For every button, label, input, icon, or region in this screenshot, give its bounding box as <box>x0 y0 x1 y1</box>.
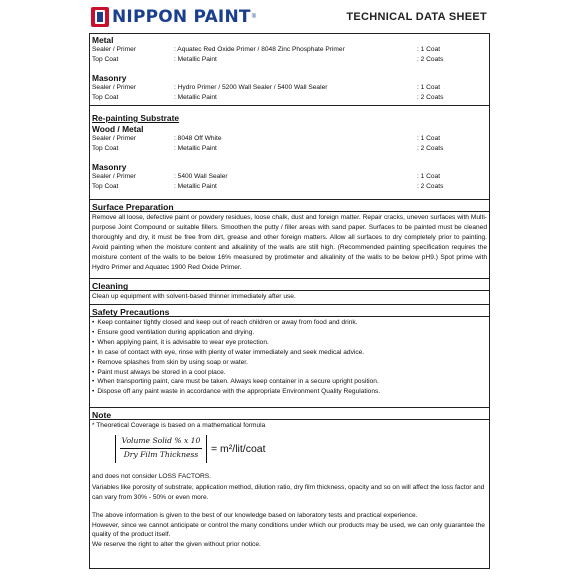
spec-row <box>90 93 489 103</box>
list-item: • Paint must always be stored in a cool place. <box>92 368 487 378</box>
masonry-heading: Masonry <box>92 162 127 172</box>
surface-preparation-text: Remove all loose, defective paint or powdery residues, loose chalk, dust and foreign matter. Repair cracks, uneven surfaces with Multi-purpose Joint Compound or suitable fillers. Smoothen the putty / filler areas with sand paper. Surfaces to be painted must be cleaned thoroughly and dry, it must be free from dirt, grease and other foreign matters. Allow all surfaces to dry completely prior to painting. Avoid painting when the moisture content and alkalinity of the walls are still high. (Recommended painting specification requires the moisture content of the walls to be below 16% measured by protimeter and alkalinity of the walls to be below pH9.) Spot prime with Hydro Primer and Aquatec 1900 Red Oxide Primer. <box>92 214 487 271</box>
formula-denominator: Dry Film Thickness <box>123 449 199 459</box>
nippon-paint-logo: NIPPON PAINT ® <box>91 6 256 28</box>
formula-fraction <box>115 435 207 463</box>
spec-row <box>90 182 489 192</box>
list-item: • When transporting paint, care must be taken. Always keep container in a secure upright position. <box>92 377 487 387</box>
list-item: • Dispose off any paint waste in accordance with the appropriate Environment Quality Regulations. <box>92 387 487 397</box>
data-sheet-frame <box>89 33 490 569</box>
note-line: Variables like porosity of substrate, application method, dilution ratio, dry film thickness, opacity and so on will affect the loss factor and can vary from 30% - 50% or even more. <box>92 483 485 501</box>
list-item: • Ensure good ventilation during application and drying. <box>92 328 487 338</box>
formula-numerator: Volume Solid % x 10 <box>121 435 201 445</box>
brand-mark-icon <box>91 7 109 27</box>
spec-product: : Hydro Primer / 5200 Wall Sealer / 5400 Wall Sealer <box>174 84 328 91</box>
spec-label: Sealer / Primer <box>92 135 136 142</box>
new-substrate-section <box>90 34 489 106</box>
spec-product: : Metallic Paint <box>174 145 217 152</box>
spec-product: : Metallic Paint <box>174 56 217 63</box>
spec-product: : 5400 Wall Sealer <box>174 173 228 180</box>
spec-row <box>90 144 489 154</box>
list-item: • In case of contact with eye, rinse with plenty of water immediately and seek medical advice. <box>92 348 487 358</box>
spec-coats: : 2 Coats <box>417 183 444 190</box>
spec-label: Top Coat <box>92 94 119 101</box>
surface-preparation-heading: Surface Preparation <box>90 200 489 212</box>
spec-product: : Metallic Paint <box>174 94 217 101</box>
spec-row <box>90 172 489 182</box>
coverage-formula <box>90 435 489 465</box>
spec-row <box>90 83 489 93</box>
formula-result: = m²/lit/coat <box>211 442 266 455</box>
safety-precautions-heading: Safety Precautions <box>90 305 489 317</box>
spec-coats: : 2 Coats <box>417 56 444 63</box>
page-header <box>89 6 489 30</box>
spec-label: Sealer / Primer <box>92 173 136 180</box>
cleaning-heading: Cleaning <box>90 279 489 291</box>
repainting-section <box>90 106 489 200</box>
spec-label: Top Coat <box>92 183 119 190</box>
spec-label: Top Coat <box>92 145 119 152</box>
note-section <box>90 408 489 550</box>
repainting-heading: Re-painting Substrate <box>92 113 180 123</box>
disclaimer-line: The above information is given to the best of our knowledge based on laboratory tests and practical experience. <box>92 511 418 519</box>
document-title: TECHNICAL DATA SHEET <box>346 11 487 23</box>
spec-coats: : 1 Coat <box>417 173 441 180</box>
spec-coats: : 2 Coats <box>417 94 444 101</box>
safety-precautions-section <box>90 305 489 408</box>
list-item: • Keep container tightly closed and keep out of reach children or away from food and drink. <box>92 318 487 328</box>
note-line: and does not consider LOSS FACTORS. <box>92 472 211 480</box>
note-line: * Theoretical Coverage is based on a mathematical formula <box>92 422 266 429</box>
spec-coats: : 1 Coat <box>417 46 441 53</box>
spec-row <box>90 55 489 65</box>
spec-label: Top Coat <box>92 56 119 63</box>
spec-product: : 8048 Off White <box>174 135 222 142</box>
surface-preparation-section <box>90 200 489 279</box>
safety-list <box>90 317 489 397</box>
masonry-heading: Masonry <box>92 73 127 83</box>
spec-product: : Aquatec Red Oxide Primer / 8048 Zinc Phosphate Primer <box>174 46 345 53</box>
spec-label: Sealer / Primer <box>92 46 136 53</box>
spec-row <box>90 134 489 144</box>
spec-row <box>90 45 489 55</box>
disclaimer-line: We reserve the right to alter the given without prior notice. <box>92 541 261 549</box>
spec-coats: : 1 Coat <box>417 135 441 142</box>
spec-product: : Metallic Paint <box>174 183 217 190</box>
disclaimer-line: However, since we cannot anticipate or control the many conditions under which our products may be used, we can only guarantee the quality of the product itself. <box>92 521 485 539</box>
spec-coats: : 1 Coat <box>417 84 441 91</box>
list-item: • Remove splashes from skin by using soap or water. <box>92 358 487 368</box>
brand-name: NIPPON PAINT <box>112 7 251 27</box>
list-item: • When applying paint, it is advisable to wear eye protection. <box>92 338 487 348</box>
cleaning-text: Clean up equipment with solvent-based thinner immediately after use. <box>92 293 296 300</box>
cleaning-section <box>90 279 489 305</box>
spec-coats: : 2 Coats <box>417 145 444 152</box>
note-heading: Note <box>90 408 489 420</box>
metal-heading: Metal <box>92 35 114 45</box>
spec-label: Sealer / Primer <box>92 84 136 91</box>
wood-metal-heading: Wood / Metal <box>92 124 144 134</box>
fraction-bar <box>120 448 202 449</box>
